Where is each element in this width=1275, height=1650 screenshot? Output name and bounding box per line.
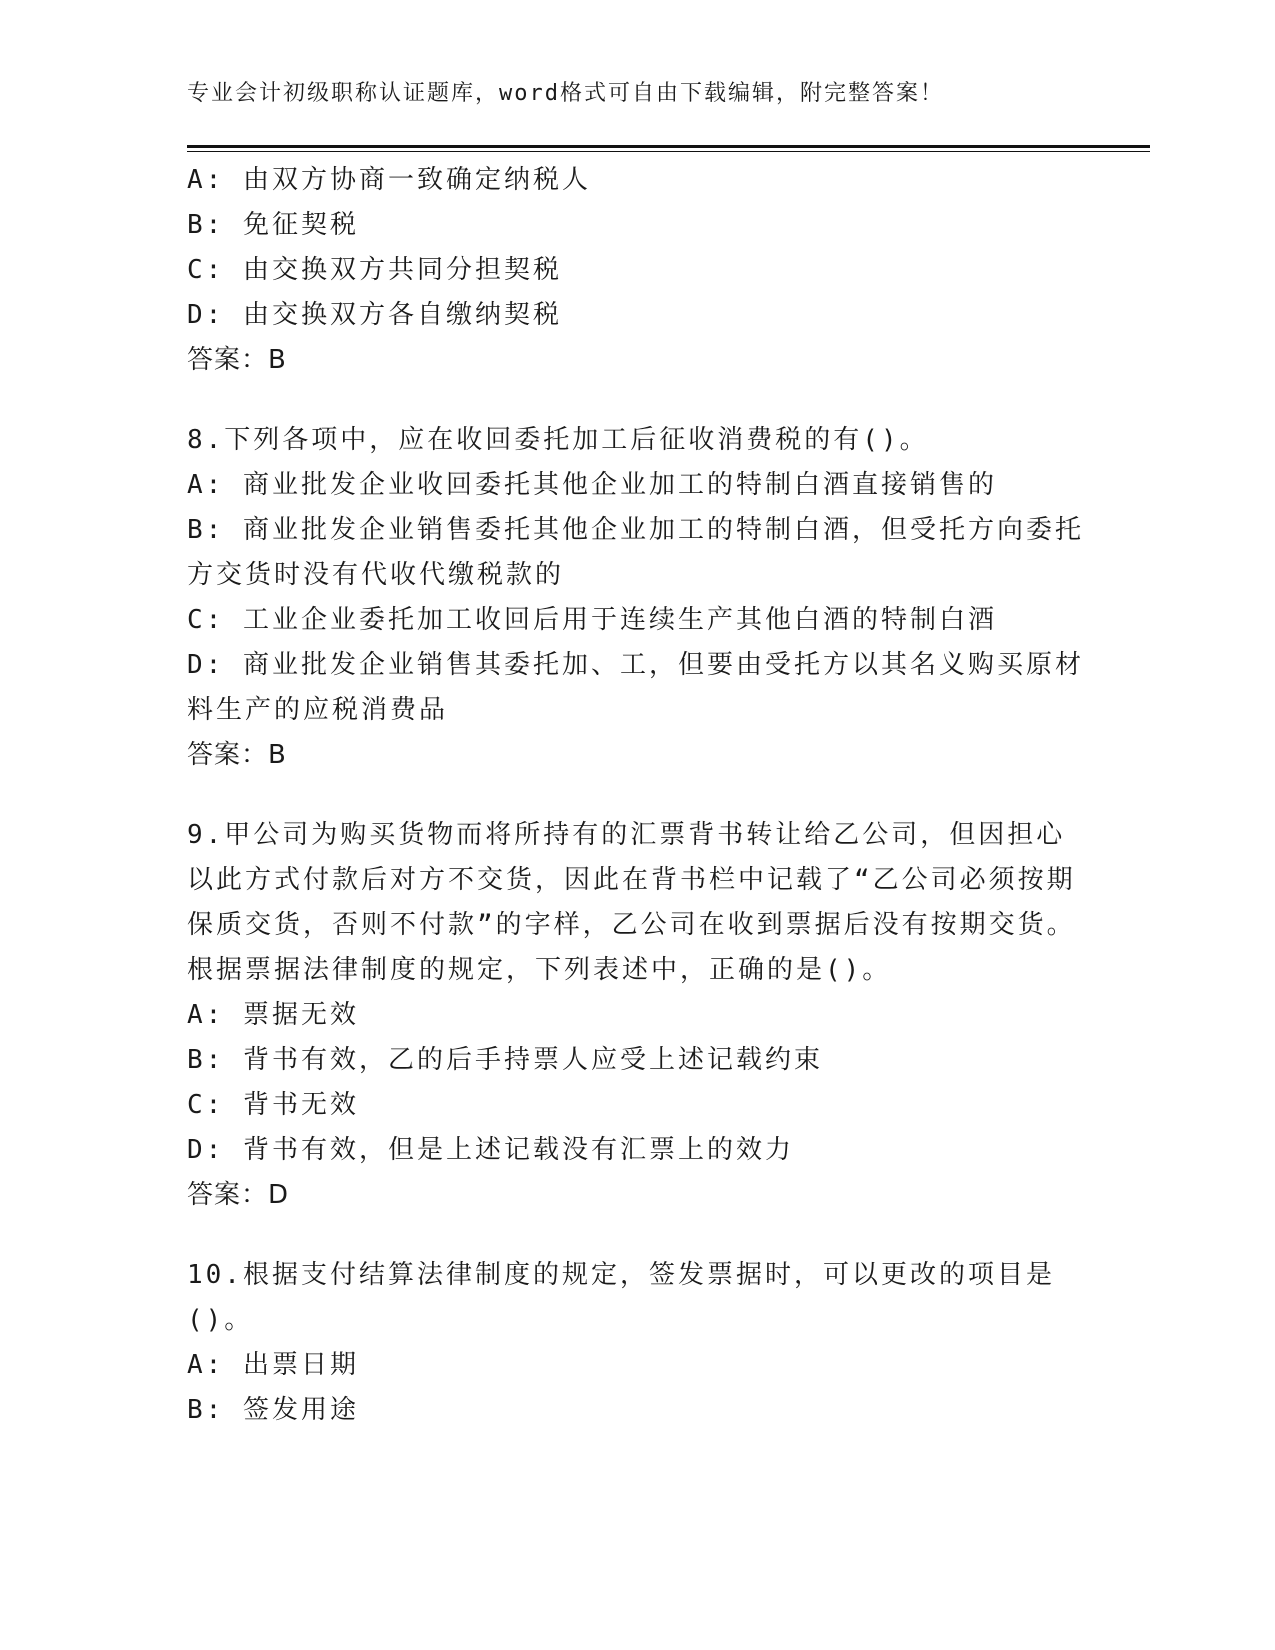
question-block-10 <box>187 1253 1087 1433</box>
spacer <box>187 1218 1087 1253</box>
question-text: 9.甲公司为购买货物而将所持有的汇票背书转让给乙公司，但因担心以此方式付款后对方不交货，因此在背书栏中记载了“乙公司必须按期保质交货，否则不付款”的字样，乙公司在收到票据后没有按期交货。根据票据法律制度的规定，下列表述中，正确的是()。 <box>187 820 1076 985</box>
option-b: B: 免征契税 <box>187 210 359 240</box>
option-b: B: 签发用途 <box>187 1395 359 1425</box>
option-a: A: 票据无效 <box>187 1000 359 1030</box>
question-block-8 <box>187 418 1087 778</box>
option-a: A: 由双方协商一致确定纳税人 <box>187 165 591 195</box>
option-d: D: 商业批发企业销售其委托加、工，但要由受托方以其名义购买原材料生产的应税消费品 <box>187 650 1084 725</box>
header-rule-thick <box>187 145 1150 148</box>
question-text: 8.下列各项中，应在收回委托加工后征收消费税的有()。 <box>187 425 929 455</box>
option-c: C: 背书无效 <box>187 1090 359 1120</box>
spacer <box>187 778 1087 813</box>
option-d: D: 由交换双方各自缴纳契税 <box>187 300 562 330</box>
spacer <box>187 383 1087 418</box>
option-b: B: 背书有效，乙的后手持票人应受上述记载约束 <box>187 1045 823 1075</box>
answer: 答案：D <box>187 1180 290 1210</box>
question-block-7 <box>187 158 1087 383</box>
question-text: 10.根据支付结算法律制度的规定，签发票据时，可以更改的项目是()。 <box>187 1260 1055 1335</box>
option-c: C: 由交换双方共同分担契税 <box>187 255 562 285</box>
header-rule-thin <box>187 151 1150 152</box>
option-d: D: 背书有效，但是上述记载没有汇票上的效力 <box>187 1135 794 1165</box>
page-header: 专业会计初级职称认证题库，word格式可自由下载编辑，附完整答案！ <box>187 81 944 106</box>
answer: 答案：B <box>187 345 287 375</box>
question-block-9 <box>187 813 1087 1218</box>
option-b: B: 商业批发企业销售委托其他企业加工的特制白酒，但受托方向委托方交货时没有代收代缴税款的 <box>187 515 1084 590</box>
option-a: A: 商业批发企业收回委托其他企业加工的特制白酒直接销售的 <box>187 470 997 500</box>
answer: 答案：B <box>187 740 287 770</box>
document-content <box>187 158 1087 1433</box>
option-a: A: 出票日期 <box>187 1350 359 1380</box>
option-c: C: 工业企业委托加工收回后用于连续生产其他白酒的特制白酒 <box>187 605 997 635</box>
